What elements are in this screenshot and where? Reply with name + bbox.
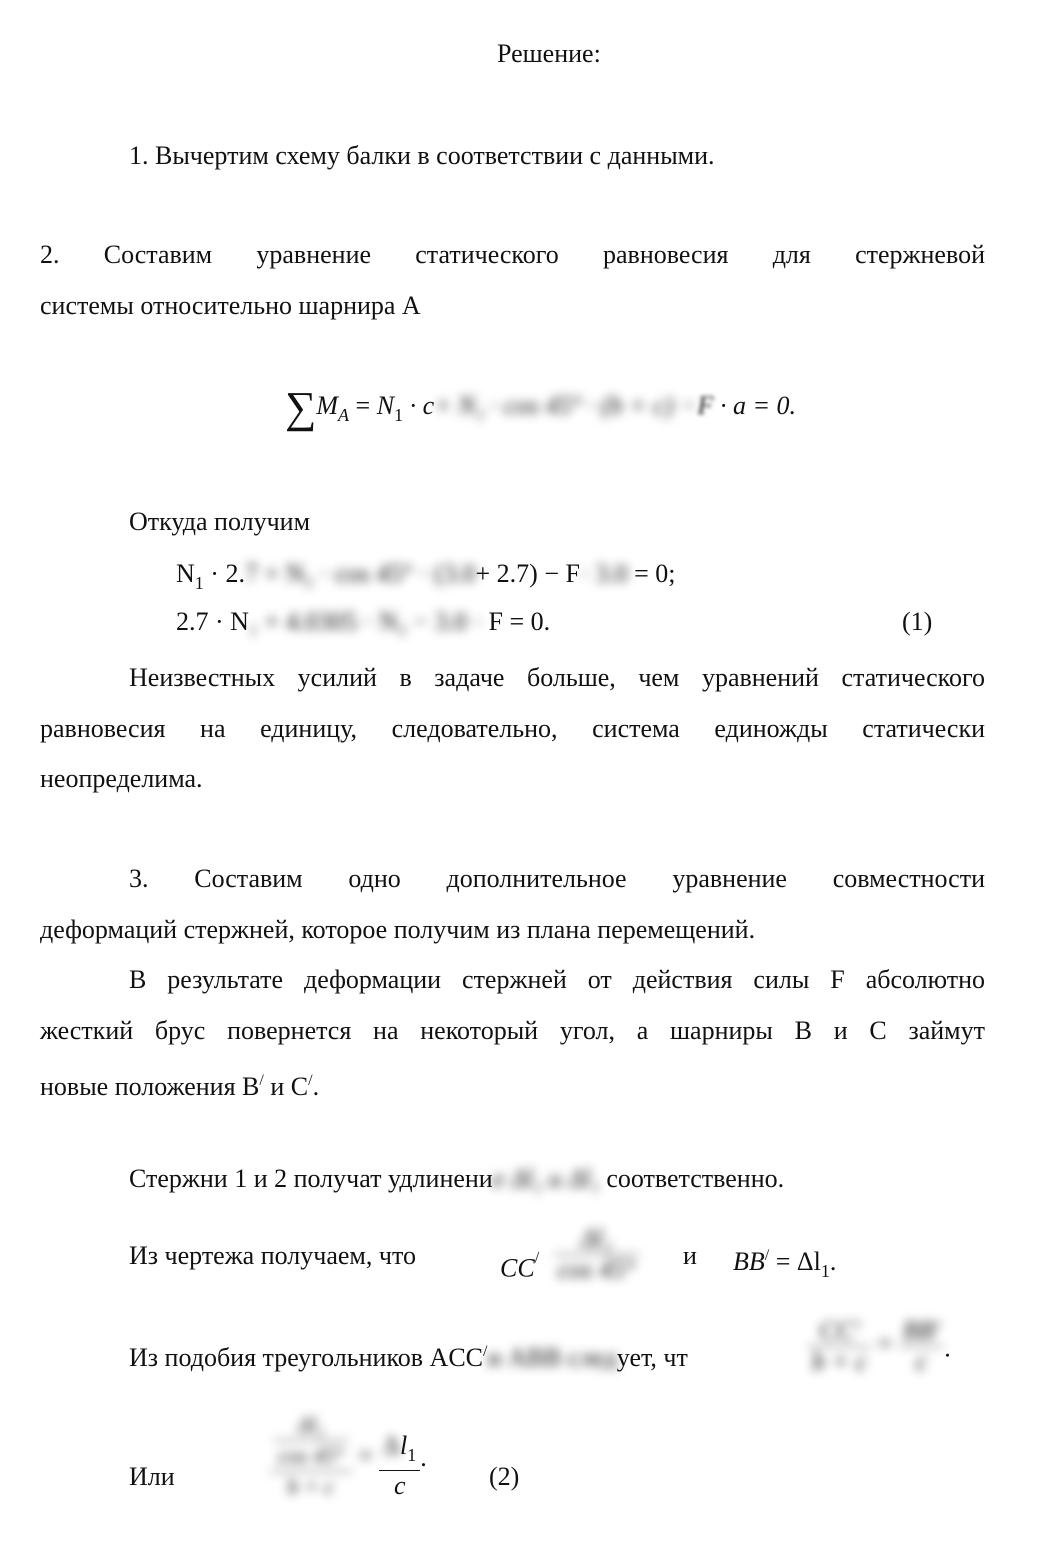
sum-symbol: ∑ — [285, 383, 317, 432]
paragraph-6-line-3: новые положения B/ и C/. — [40, 1072, 320, 1101]
paragraph-4-line-3: неопределима. — [40, 764, 203, 793]
paragraph-5-line-1: 3. Составим одно дополнительное уравнение совместности — [129, 864, 985, 893]
bb-expression: $BB^/ = \Delta l_1$. — [733, 1247, 837, 1281]
blurred-elongations: е Δl₂ и Δl₁ — [492, 1164, 600, 1193]
cc-expression: CC/ $\frac{\text{Δl₂}}{\cos 45^\circ}$ — [500, 1224, 639, 1285]
paragraph-1: 1. Вычертим схему балки в соответствии с данными. — [129, 141, 715, 170]
paragraph-2-line-1: 2. Составим уравнение статического равновесия для стержневой — [40, 240, 985, 269]
paragraph-4-line-1: Неизвестных усилий в задаче больше, чем уравнений статического — [129, 663, 985, 692]
and-word: и — [683, 1241, 697, 1270]
page-title: Решение: — [497, 39, 601, 68]
equation-number-1: (1) — [902, 607, 933, 636]
paragraph-10-label: Или — [129, 1462, 175, 1491]
blurred-term: + N₂ · cos 45° · (b + c) − — [434, 391, 698, 420]
equation-line-1: $N_1 \cdot 2.7 + N_2 \cdot \cos 45^\circ \cdot (3.0+ 2.7) - F\cdot 3.0 = 0$; — [176, 559, 676, 593]
similarity-ratio: $\frac{CC'}{b + c}$ = $\frac{BB'}{c}$ . — [808, 1316, 951, 1377]
compatibility-equation: $\frac{\frac{\text{Δl₂}}{\cos 45^\circ}}{b + c}$ = $\frac{\Delta l_1}{c}$ . — [270, 1410, 427, 1502]
paragraph-5-line-2: деформаций стержней, которое получим из плана перемещений. — [40, 915, 756, 944]
equation-number-2: (2) — [489, 1462, 520, 1491]
paragraph-9: Из подобия треугольников ACC/и ABB следует, чт — [129, 1343, 688, 1372]
paragraph-4-line-2: равновесия на единицу, следовательно, система единожды статически — [40, 714, 985, 743]
paragraph-2-line-2: системы относительно шарнира А — [40, 291, 421, 320]
paragraph-6-line-2: жесткий брус повернется на некоторый угол, а шарниры B и C займут — [40, 1016, 985, 1045]
equation-line-2: 2.7 · N₁ + 4.0305 · N₂ − 3.0 · F = 0. — [176, 607, 551, 636]
paragraph-6-line-1: В результате деформации стержней от действия силы F абсолютно — [129, 965, 985, 994]
paragraph-7: Стержни 1 и 2 получат удлинение Δl₂ и Δl₁ соответственно. — [129, 1164, 785, 1193]
paragraph-8: Из чертежа получаем, что — [129, 1241, 416, 1270]
paragraph-3: Откуда получим — [129, 507, 311, 536]
moment-equation: $\sum M_A = N_1 \cdot c+ N_2 \cdot \cos 45^\circ \cdot (b + c) -F \cdot a = 0$. — [285, 383, 796, 432]
